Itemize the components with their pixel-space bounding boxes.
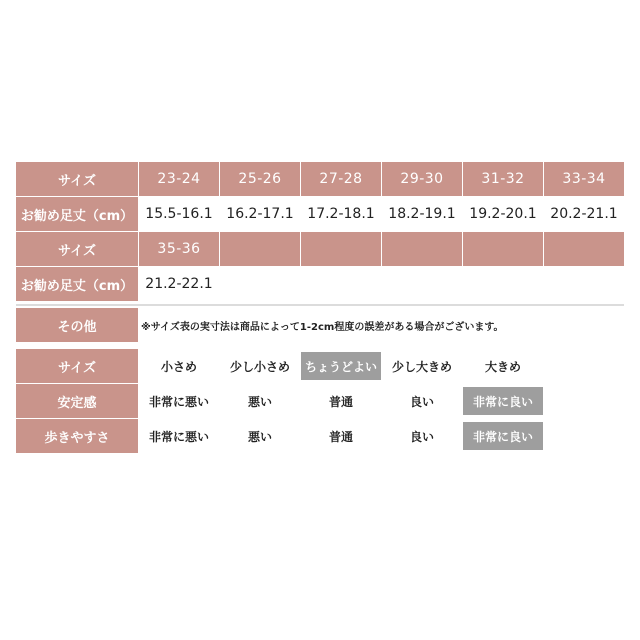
walkability-option: 悪い	[247, 429, 272, 444]
foot-length-header: お勧め足丈（cm）	[16, 197, 138, 231]
size-cell: 23-24	[139, 162, 219, 196]
walkability-option-selected: 非常に良い	[463, 422, 543, 450]
fit-option: 小さめ	[160, 359, 197, 374]
foot-length-cell: 15.5-16.1	[145, 206, 213, 222]
stability-header: 安定感	[16, 384, 138, 418]
size-cell: 31-32	[463, 162, 543, 196]
size-cell: 35-36	[139, 232, 219, 266]
size-header: サイズ	[16, 162, 138, 196]
stability-option-selected: 非常に良い	[463, 387, 543, 415]
walkability-option: 普通	[328, 429, 353, 444]
size-cell: 29-30	[382, 162, 462, 196]
foot-length-cell: 19.2-20.1	[469, 206, 537, 222]
size-cell	[301, 232, 381, 266]
fit-option: 少し大きめ	[391, 359, 452, 374]
fit-option: 大きめ	[484, 359, 521, 374]
walkability-option: 非常に悪い	[148, 429, 209, 444]
size-cell: 27-28	[301, 162, 381, 196]
fit-option: 少し小さめ	[229, 359, 290, 374]
foot-length-cell: 21.2-22.1	[145, 276, 213, 292]
size-header: サイズ	[16, 232, 138, 266]
foot-length-header: お勧め足丈（cm）	[16, 267, 138, 301]
size-cell: 25-26	[220, 162, 300, 196]
fit-option-selected: ちょうどよい	[301, 352, 381, 380]
size-cell: 33-34	[544, 162, 624, 196]
fit-header: サイズ	[16, 349, 138, 383]
foot-length-cell: 20.2-21.1	[550, 206, 618, 222]
stability-option: 悪い	[247, 394, 272, 409]
size-note: ※サイズ表の実寸法は商品によって1-2cm程度の誤差がある場合がございます。	[141, 321, 504, 333]
foot-length-cell: 17.2-18.1	[307, 206, 375, 222]
walkability-option: 良い	[409, 429, 434, 444]
stability-option: 普通	[328, 394, 353, 409]
divider	[16, 304, 624, 306]
stability-option: 良い	[409, 394, 434, 409]
size-cell	[463, 232, 543, 266]
size-cell	[220, 232, 300, 266]
size-cell	[544, 232, 624, 266]
size-cell	[382, 232, 462, 266]
other-header: その他	[16, 308, 138, 342]
foot-length-cell: 16.2-17.1	[226, 206, 294, 222]
stability-option: 非常に悪い	[148, 394, 209, 409]
foot-length-cell: 18.2-19.1	[388, 206, 456, 222]
walkability-header: 歩きやすさ	[16, 419, 138, 453]
